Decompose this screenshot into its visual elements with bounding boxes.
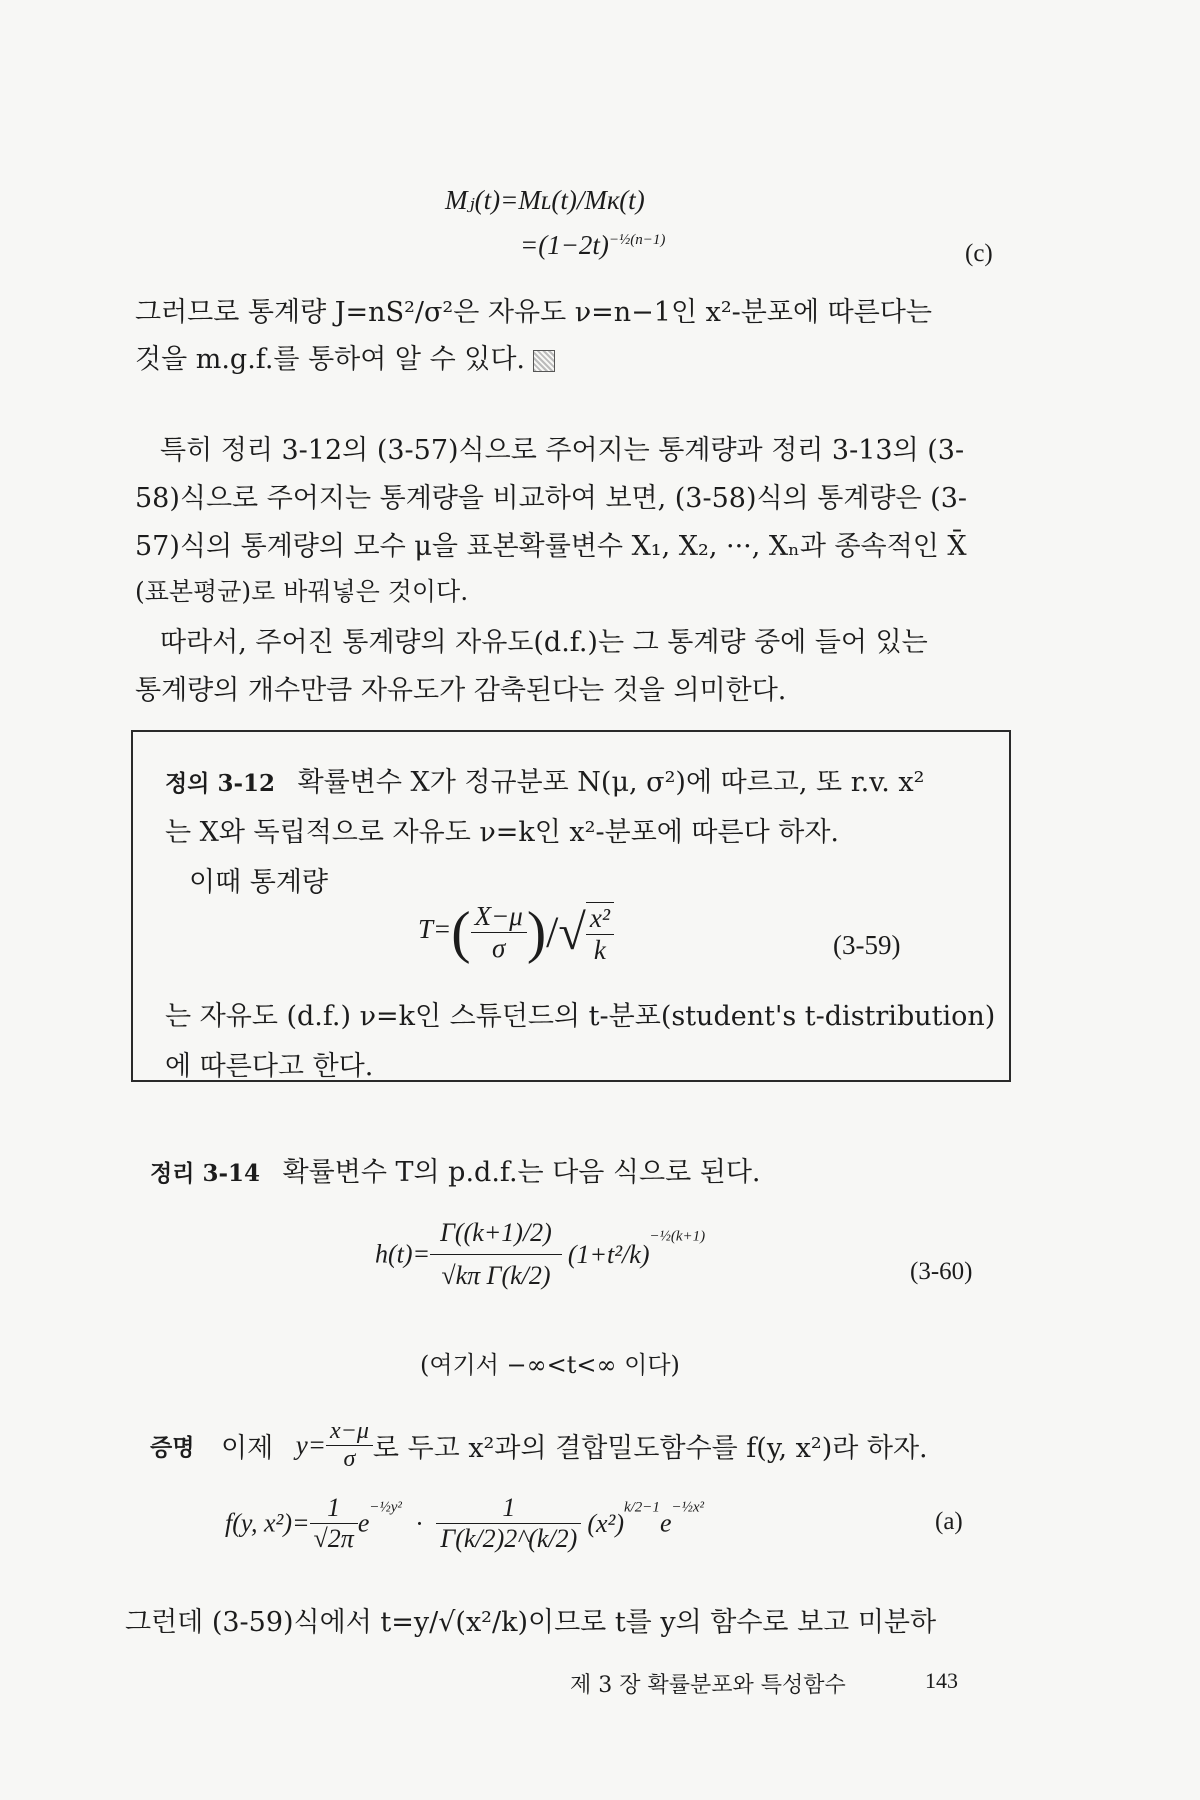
eq360-fraction [430,1212,562,1297]
theorem-text: 확률변수 T의 p.d.f.는 다음 식으로 된다. [282,1157,761,1188]
definition-line3: 이때 통계량 [189,867,328,898]
para3-line1: 따라서, 주어진 통계량의 자유도(d.f.)는 그 통계량 중에 들어 있는 [160,627,928,658]
eq359-num: X−μ [471,901,527,933]
equation-a [225,1493,704,1554]
eqa-e2-exp: −½x² [671,1499,705,1516]
eqa-frac2-den: Γ(k/2)2^(k/2) [440,1524,578,1553]
eq359-right-paren: ) [526,899,547,965]
eqa-label: (a) [935,1508,963,1535]
eq359-slash: / [546,907,559,957]
eqa-frac1-den: √2π [313,1524,354,1553]
eq359-lhs: T= [418,914,452,945]
eqa-tail-exp: k/2−1 [623,1499,660,1516]
definition-box [131,730,1011,1082]
definition-line1 [165,760,925,799]
eq359-left-paren: ( [451,899,471,965]
proof-line1-c: 로 두고 x²과의 결합밀도함수를 f(y, x²)라 하자. [372,1433,928,1464]
eq359-sqrt-icon: √ [558,904,586,960]
proof-line1-b: y= [295,1430,327,1460]
proof-line2: 그런데 (3-59)식에서 t=y/√(x²/k)이므로 t를 y의 함수로 보고 미분하 [125,1607,937,1638]
eq359-label: (3-59) [833,930,901,960]
eqa-e2: e [659,1508,672,1538]
eqa-frac1 [310,1493,358,1554]
para3-line2: 통계량의 개수만큼 자유도가 감축된다는 것을 의미한다. [135,675,787,706]
eqa-frac2 [436,1493,581,1554]
eq360-exponent: −½(k+1) [649,1228,706,1245]
qed-square-icon [533,350,555,372]
equation-c-exponent: −½(n−1) [608,232,666,248]
proof-frac-num: x−μ [326,1418,373,1446]
eq360-label: (3-60) [910,1258,973,1285]
theorem-line [150,1150,761,1189]
theorem-range: (여기서 −∞<t<∞ 이다) [420,1351,680,1379]
eq360-lhs: h(t)= [375,1239,431,1269]
eq360-factor: (1+t²/k) [567,1239,650,1269]
eqa-frac1-num: 1 [310,1493,358,1524]
definition-line1-text: 확률변수 X가 정규분포 N(μ, σ²)에 따르고, 또 r.v. x² [297,767,925,798]
proof-fraction [326,1418,373,1473]
definition-line5: 에 따른다고 한다. [165,1051,374,1082]
equation-3-60 [375,1212,705,1297]
eqa-lhs: f(y, x²)= [225,1508,310,1538]
proof-line1-a: 이제 [221,1433,274,1464]
eqa-e1-exp: −½y² [369,1499,402,1516]
eq360-num: Γ((k+1)/2) [430,1212,562,1255]
eqa-dot: · [415,1508,423,1538]
eq359-sqrt-num: x² [586,903,614,935]
para2-line4: (표본평균)로 바꿔넣은 것이다. [135,577,469,606]
equation-c-line1: Mⱼ(t)=Mʟ(t)/Mᴋ(t) [445,185,645,215]
para2-line3: 57)식의 통계량의 모수 μ을 표본확률변수 X₁, X₂, ···, Xₙ과 종속적인 X̄ [135,531,967,562]
eq360-den: √kπ Γ(k/2) [441,1261,551,1290]
definition-label: 정의 3-12 [165,770,275,797]
eq359-den: σ [492,932,506,963]
eq359-sqrt-fraction [586,902,614,966]
eqa-tail: (x²) [587,1508,624,1538]
equation-c-base: =(1−2t) [520,230,609,260]
eq359-sqrt-den: k [593,935,606,965]
eqa-frac2-num: 1 [436,1493,581,1524]
equation-3-59 [418,898,614,966]
para2-line2: 58)식으로 주어지는 통계량을 비교하여 보면, (3-58)식의 통계량은 (3- [135,483,967,514]
definition-line2: 는 X와 독립적으로 자유도 ν=k인 x²-분포에 따른다 하자. [165,817,840,848]
eq359-fraction [471,901,527,964]
para1-line1: 그러므로 통계량 J=nS²/σ²은 자유도 ν=n−1인 x²-분포에 따른다는 [135,297,932,328]
eqa-e1: e [357,1508,370,1538]
page-number: 143 [925,1668,958,1693]
definition-line4: 는 자유도 (d.f.) ν=k인 스튜던드의 t-분포(student's t-distribution) [165,1001,996,1032]
proof-frac-den: σ [343,1446,356,1472]
proof-label: 증명 [150,1434,195,1461]
theorem-label: 정리 3-14 [150,1160,260,1187]
equation-c-label: (c) [965,240,993,267]
para1-line2-text: 것을 m.g.f.를 통하여 알 수 있다. [135,344,525,375]
para1-line2 [135,337,1035,376]
equation-c-line2 [520,230,665,261]
proof-line1 [150,1418,928,1473]
para2-line1: 특히 정리 3-12의 (3-57)식으로 주어지는 통계량과 정리 3-13의 (3- [160,435,965,466]
footer-chapter: 제 3 장 확률분포와 특성함수 [570,1673,846,1698]
